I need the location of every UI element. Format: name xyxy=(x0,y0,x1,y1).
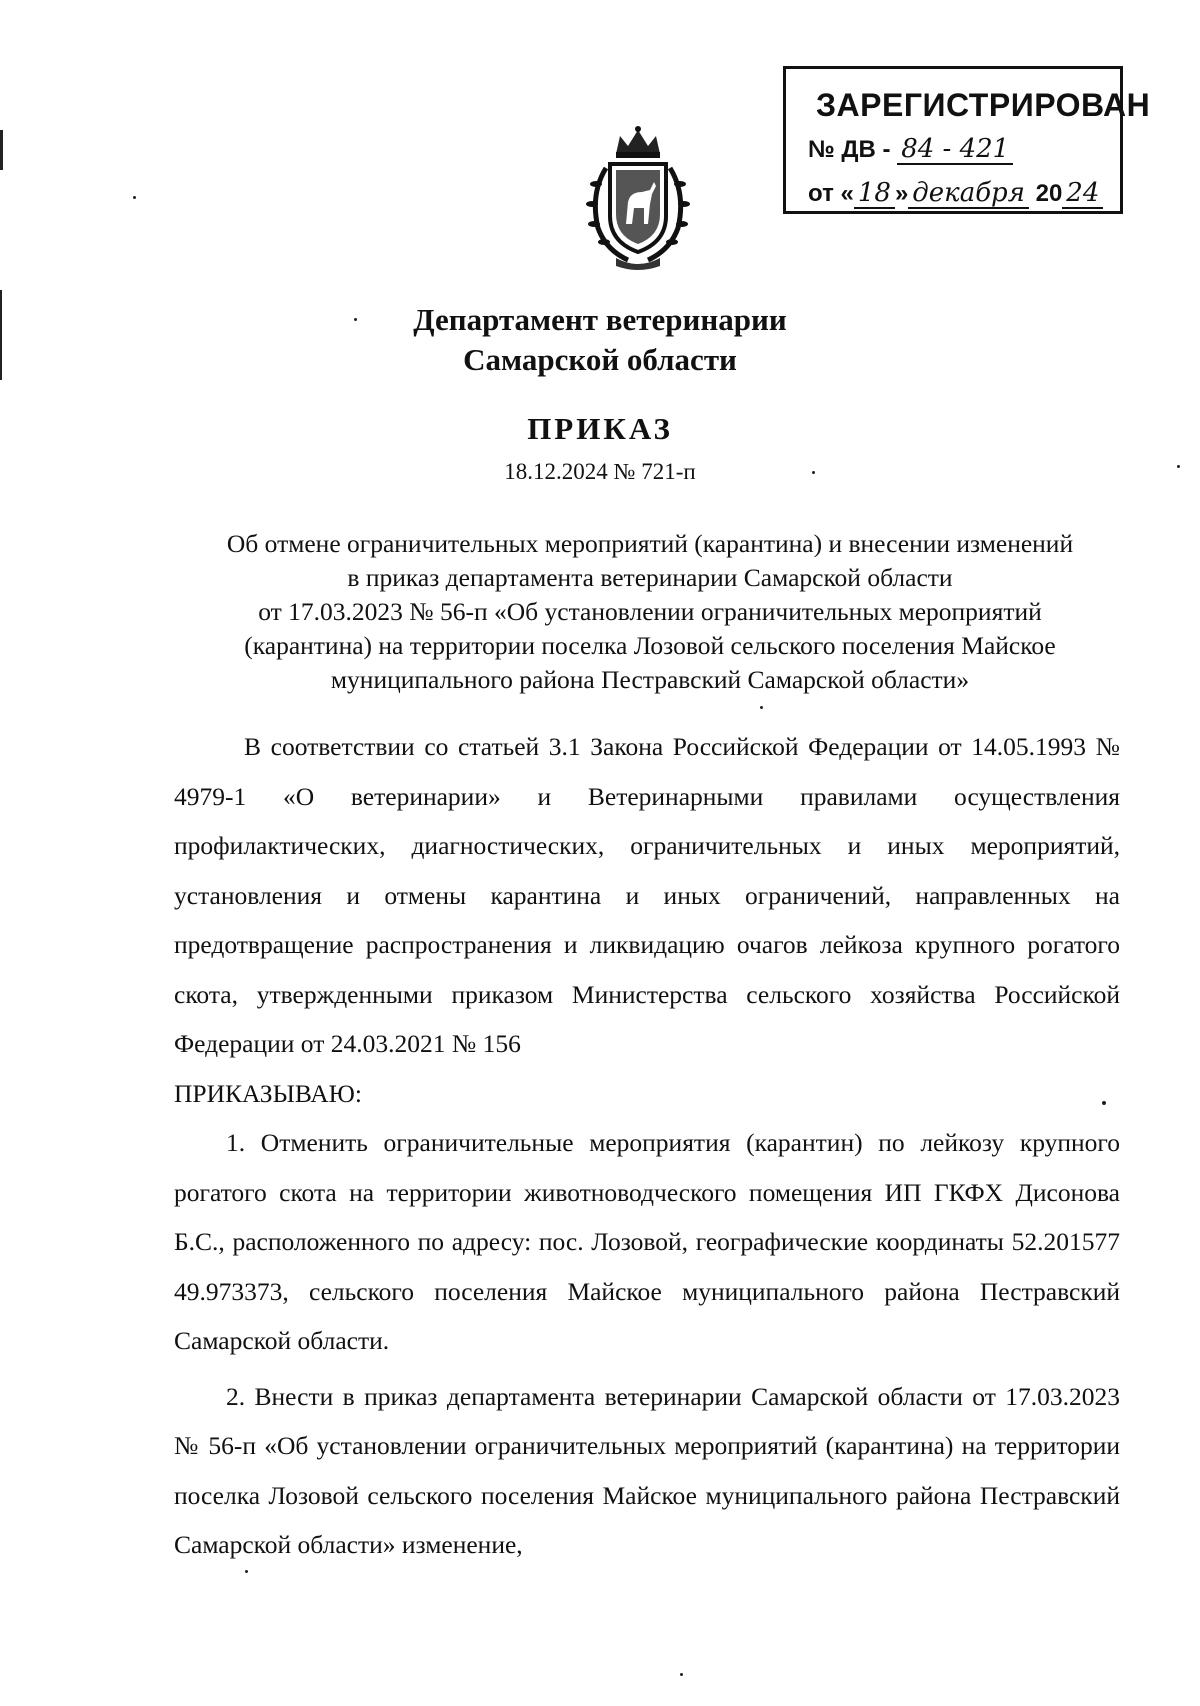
stamp-date-year-prefix: 20 xyxy=(1035,180,1063,207)
subject-line-1: Об отмене ограничительных мероприятий (карантина) и внесении изменений xyxy=(226,529,1074,558)
samara-coat-of-arms-icon xyxy=(576,124,700,274)
subject-line-3: от 17.03.2023 № 56-п «Об установлении ограничительных мероприятий xyxy=(258,597,1042,626)
scan-speck xyxy=(245,1570,248,1573)
stamp-date-month: декабря xyxy=(908,179,1029,209)
stamp-date-year-suffix: 24 xyxy=(1062,179,1103,209)
scan-speck xyxy=(354,318,357,321)
department-name xyxy=(0,300,1200,380)
registration-stamp xyxy=(783,66,1151,214)
order-item-2: 2. Внести в приказ департамента ветеринарии Самарской области от 17.03.2023 № 56-п «Об установлении ограничительных мероприятий (карантина) на территории поселка Лозовой сельского поселения Майское муниципального района Пестравский Самарской области» изменение, xyxy=(174,1381,1120,1559)
scan-speck xyxy=(133,196,136,199)
stamp-title: ЗАРЕГИСТРИРОВАН xyxy=(816,87,1151,123)
department-line-1: Департамент ветеринарии xyxy=(413,302,787,337)
order-subject xyxy=(170,527,1130,697)
scan-speck xyxy=(1177,465,1180,468)
order-body xyxy=(174,722,1120,1570)
scan-edge xyxy=(0,130,3,170)
stamp-date-line xyxy=(808,179,1103,209)
department-line-2: Самарской области xyxy=(463,342,737,377)
subject-line-5: муниципального района Пестравский Самарской области» xyxy=(330,665,970,694)
stamp-date-day: 18 xyxy=(854,179,895,209)
stamp-date-sep: » xyxy=(894,180,909,207)
stamp-date-prefix: от « xyxy=(808,180,854,207)
scan-speck xyxy=(680,1673,683,1676)
order-directive: ПРИКАЗЫВАЮ: xyxy=(174,1078,362,1108)
document-type: ПРИКАЗ xyxy=(527,411,673,446)
subject-line-2: в приказ департамента ветеринарии Самарской области xyxy=(347,563,953,592)
stamp-number-handwritten: 84 - 421 xyxy=(897,135,1013,165)
stamp-number-line xyxy=(808,135,1013,165)
scan-edge xyxy=(0,290,2,380)
preamble-paragraph: В соответствии со статьей 3.1 Закона Российской Федерации от 14.05.1993 № 4979-1 «О ветеринарии» и Ветеринарными правилами осуществления профилактических, диагностических, ограничительных и иных мероприятий, установления и отмены карантина и иных ограничений, направленных на предотвращение распространения и ликвидацию очагов лейкоза крупного рогатого скота, утвержденными приказом Министерства сельского хозяйства Российской Федерации от 24.03.2021 № 156 xyxy=(174,732,1120,1058)
subject-line-4: (карантина) на территории поселка Лозовой сельского поселения Майское xyxy=(244,631,1056,660)
scan-speck xyxy=(760,706,763,709)
stamp-number-prefix: № ДВ - xyxy=(808,136,891,163)
scan-speck xyxy=(1102,1101,1106,1105)
document-number: 18.12.2024 № 721-п xyxy=(504,459,696,484)
scan-speck xyxy=(812,471,815,474)
order-item-1: 1. Отменить ограничительные мероприятия (карантин) по лейкозу крупного рогатого скота на территории животноводческого помещения ИП ГКФХ Дисонова Б.С., расположенного по адресу: пос. Лозовой, географические координаты 52.201577 49.973373, сельского поселения Майское муниципального района Пестравский Самарской области. xyxy=(174,1128,1120,1355)
